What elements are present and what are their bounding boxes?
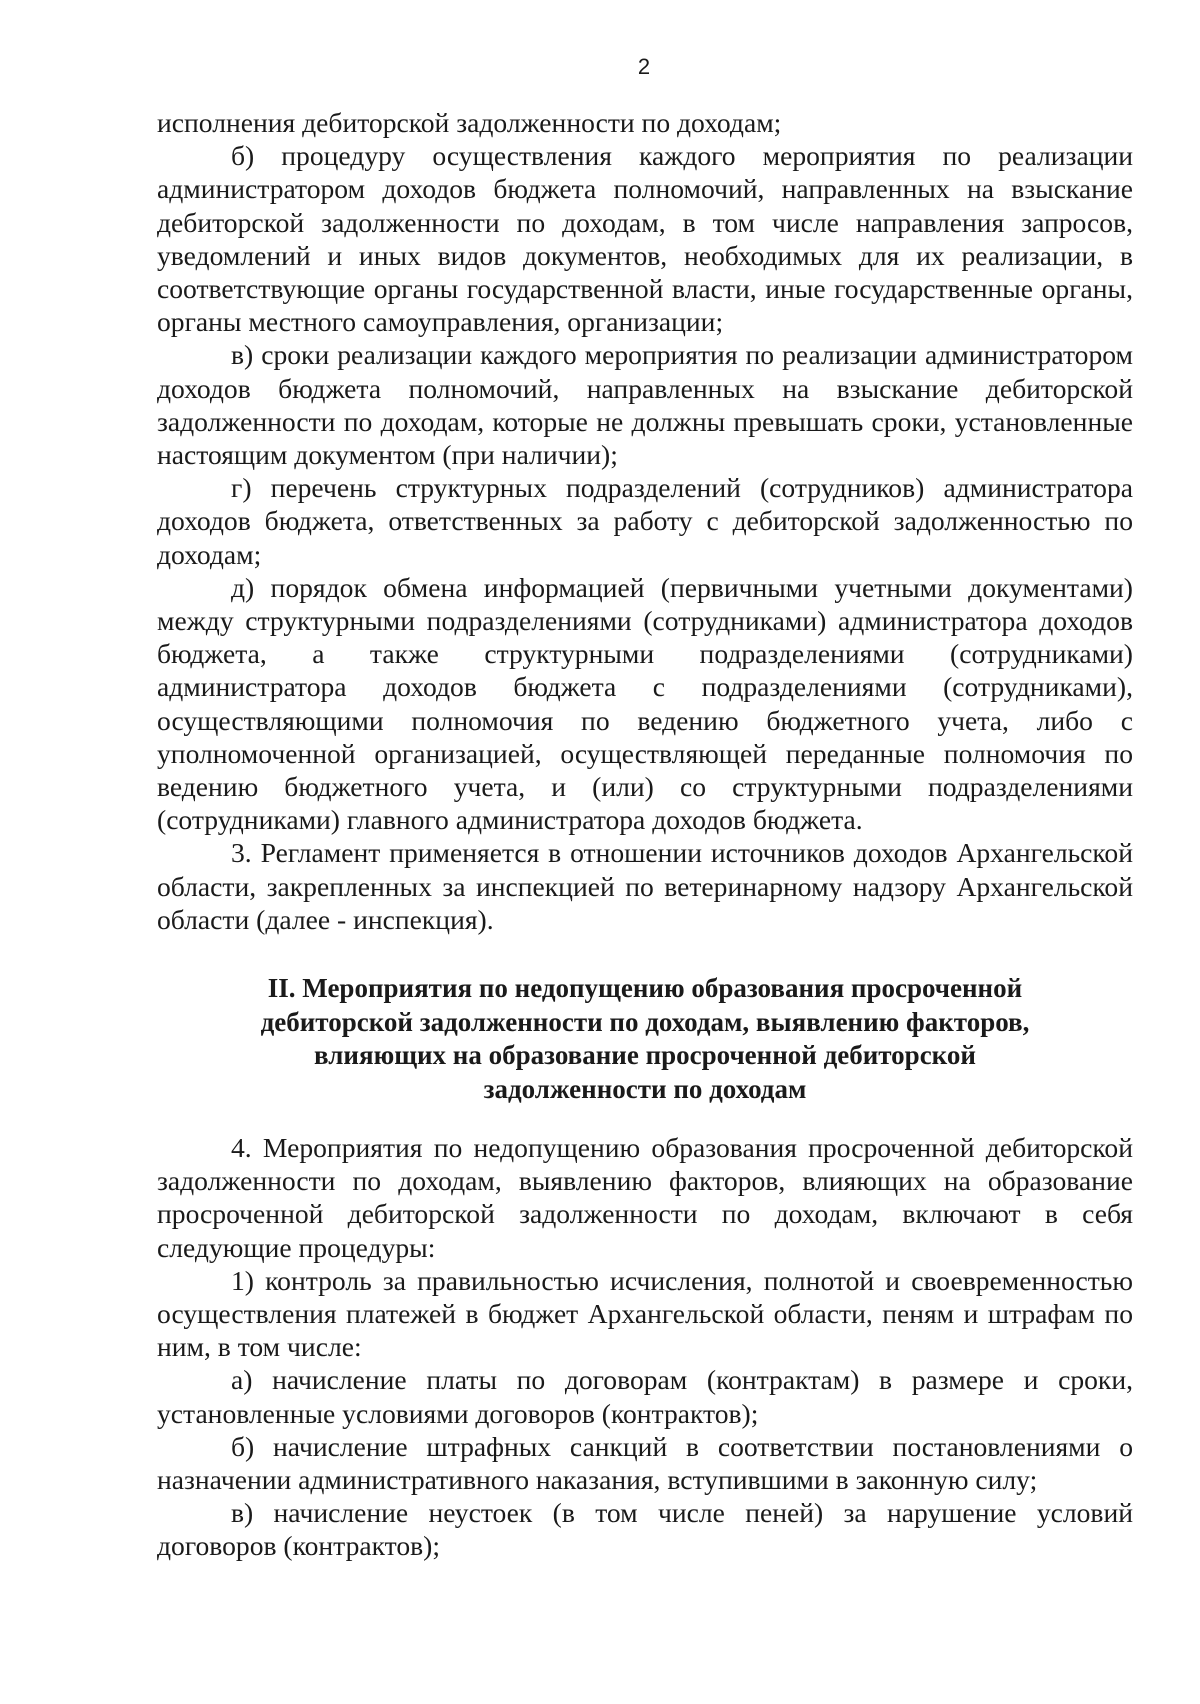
paragraph-item-d: д) порядок обмена информацией (первичными учетными документами) между структурными подразделениями (сотрудниками) администратора доходов бюджета, а также структурными подразделениями (сотрудниками) администратора доходов бюджета с подразделениями (сотрудниками), осуществляющими полномочия по ведению бюджетного учета, либо с уполномоченной организацией, осуществляющей переданные полномочия по ведению бюджетного учета, и (или) со структурными подразделениями (сотрудниками) главного администратора доходов бюджета.: [157, 571, 1133, 836]
paragraph-intro-fragment: исполнения дебиторской задолженности по доходам;: [157, 107, 782, 138]
paragraph-item-3: 3. Регламент применяется в отношении источников доходов Архангельской области, закрепленных за инспекцией по ветеринарному надзору Архангельской области (далее - инспекция).: [157, 837, 1133, 935]
paragraph-item-4: 4. Мероприятия по недопущению образования просроченной дебиторской задолженности по доходам, выявлению факторов, влияющих на образование просроченной дебиторской задолженности по доходам, включают в себя следующие процедуры:: [157, 1132, 1133, 1263]
document-body-lower: [157, 1131, 1133, 1563]
paragraph-item-g: г) перечень структурных подразделений (сотрудников) администратора доходов бюджета, ответственных за работу с дебиторской задолженностью по доходам;: [157, 472, 1133, 570]
page-number: 2: [637, 54, 651, 79]
section-heading-line: дебиторской задолженности по доходам, выявлению факторов,: [260, 1006, 1030, 1037]
section-heading: [157, 972, 1133, 1106]
paragraph-item-4-1: 1) контроль за правильностью исчисления, полнотой и своевременностью осуществления платежей в бюджет Архангельской области, пеням и штрафам по ним, в том числе:: [157, 1264, 1133, 1363]
paragraph-item-4-1-v: в) начисление неустоек (в том числе пеней) за нарушение условий договоров (контрактов);: [157, 1497, 1133, 1562]
paragraph-item-4-1-a: а) начисление платы по договорам (контрактам) в размере и сроки, установленные условиями договоров (контрактов);: [157, 1364, 1133, 1429]
section-heading-line: задолженности по доходам: [483, 1073, 807, 1104]
paragraph-item-b: б) процедуру осуществления каждого мероприятия по реализации администратором доходов бюджета полномочий, направленных на взыскание дебиторской задолженности по доходам, в том числе направления запросов, уведомлений и иных видов документов, необходимых для их реализации, в соответствующие органы государственной власти, иные государственные органы, органы местного самоуправления, организации;: [157, 140, 1133, 338]
paragraph-item-v: в) сроки реализации каждого мероприятия по реализации администратором доходов бюджета полномочий, направленных на взыскание дебиторской задолженности по доходам, которые не должны превышать сроки, установленные настоящим документом (при наличии);: [157, 339, 1133, 471]
paragraph-item-4-1-b: б) начисление штрафных санкций в соответствии постановлениями о назначении административного наказания, вступившими в законную силу;: [157, 1430, 1133, 1496]
section-heading-line: II. Мероприятия по недопущению образования просроченной: [267, 973, 1023, 1003]
section-heading-line: влияющих на образование просроченной дебиторской: [314, 1040, 976, 1070]
document-body-upper: [157, 106, 1133, 936]
